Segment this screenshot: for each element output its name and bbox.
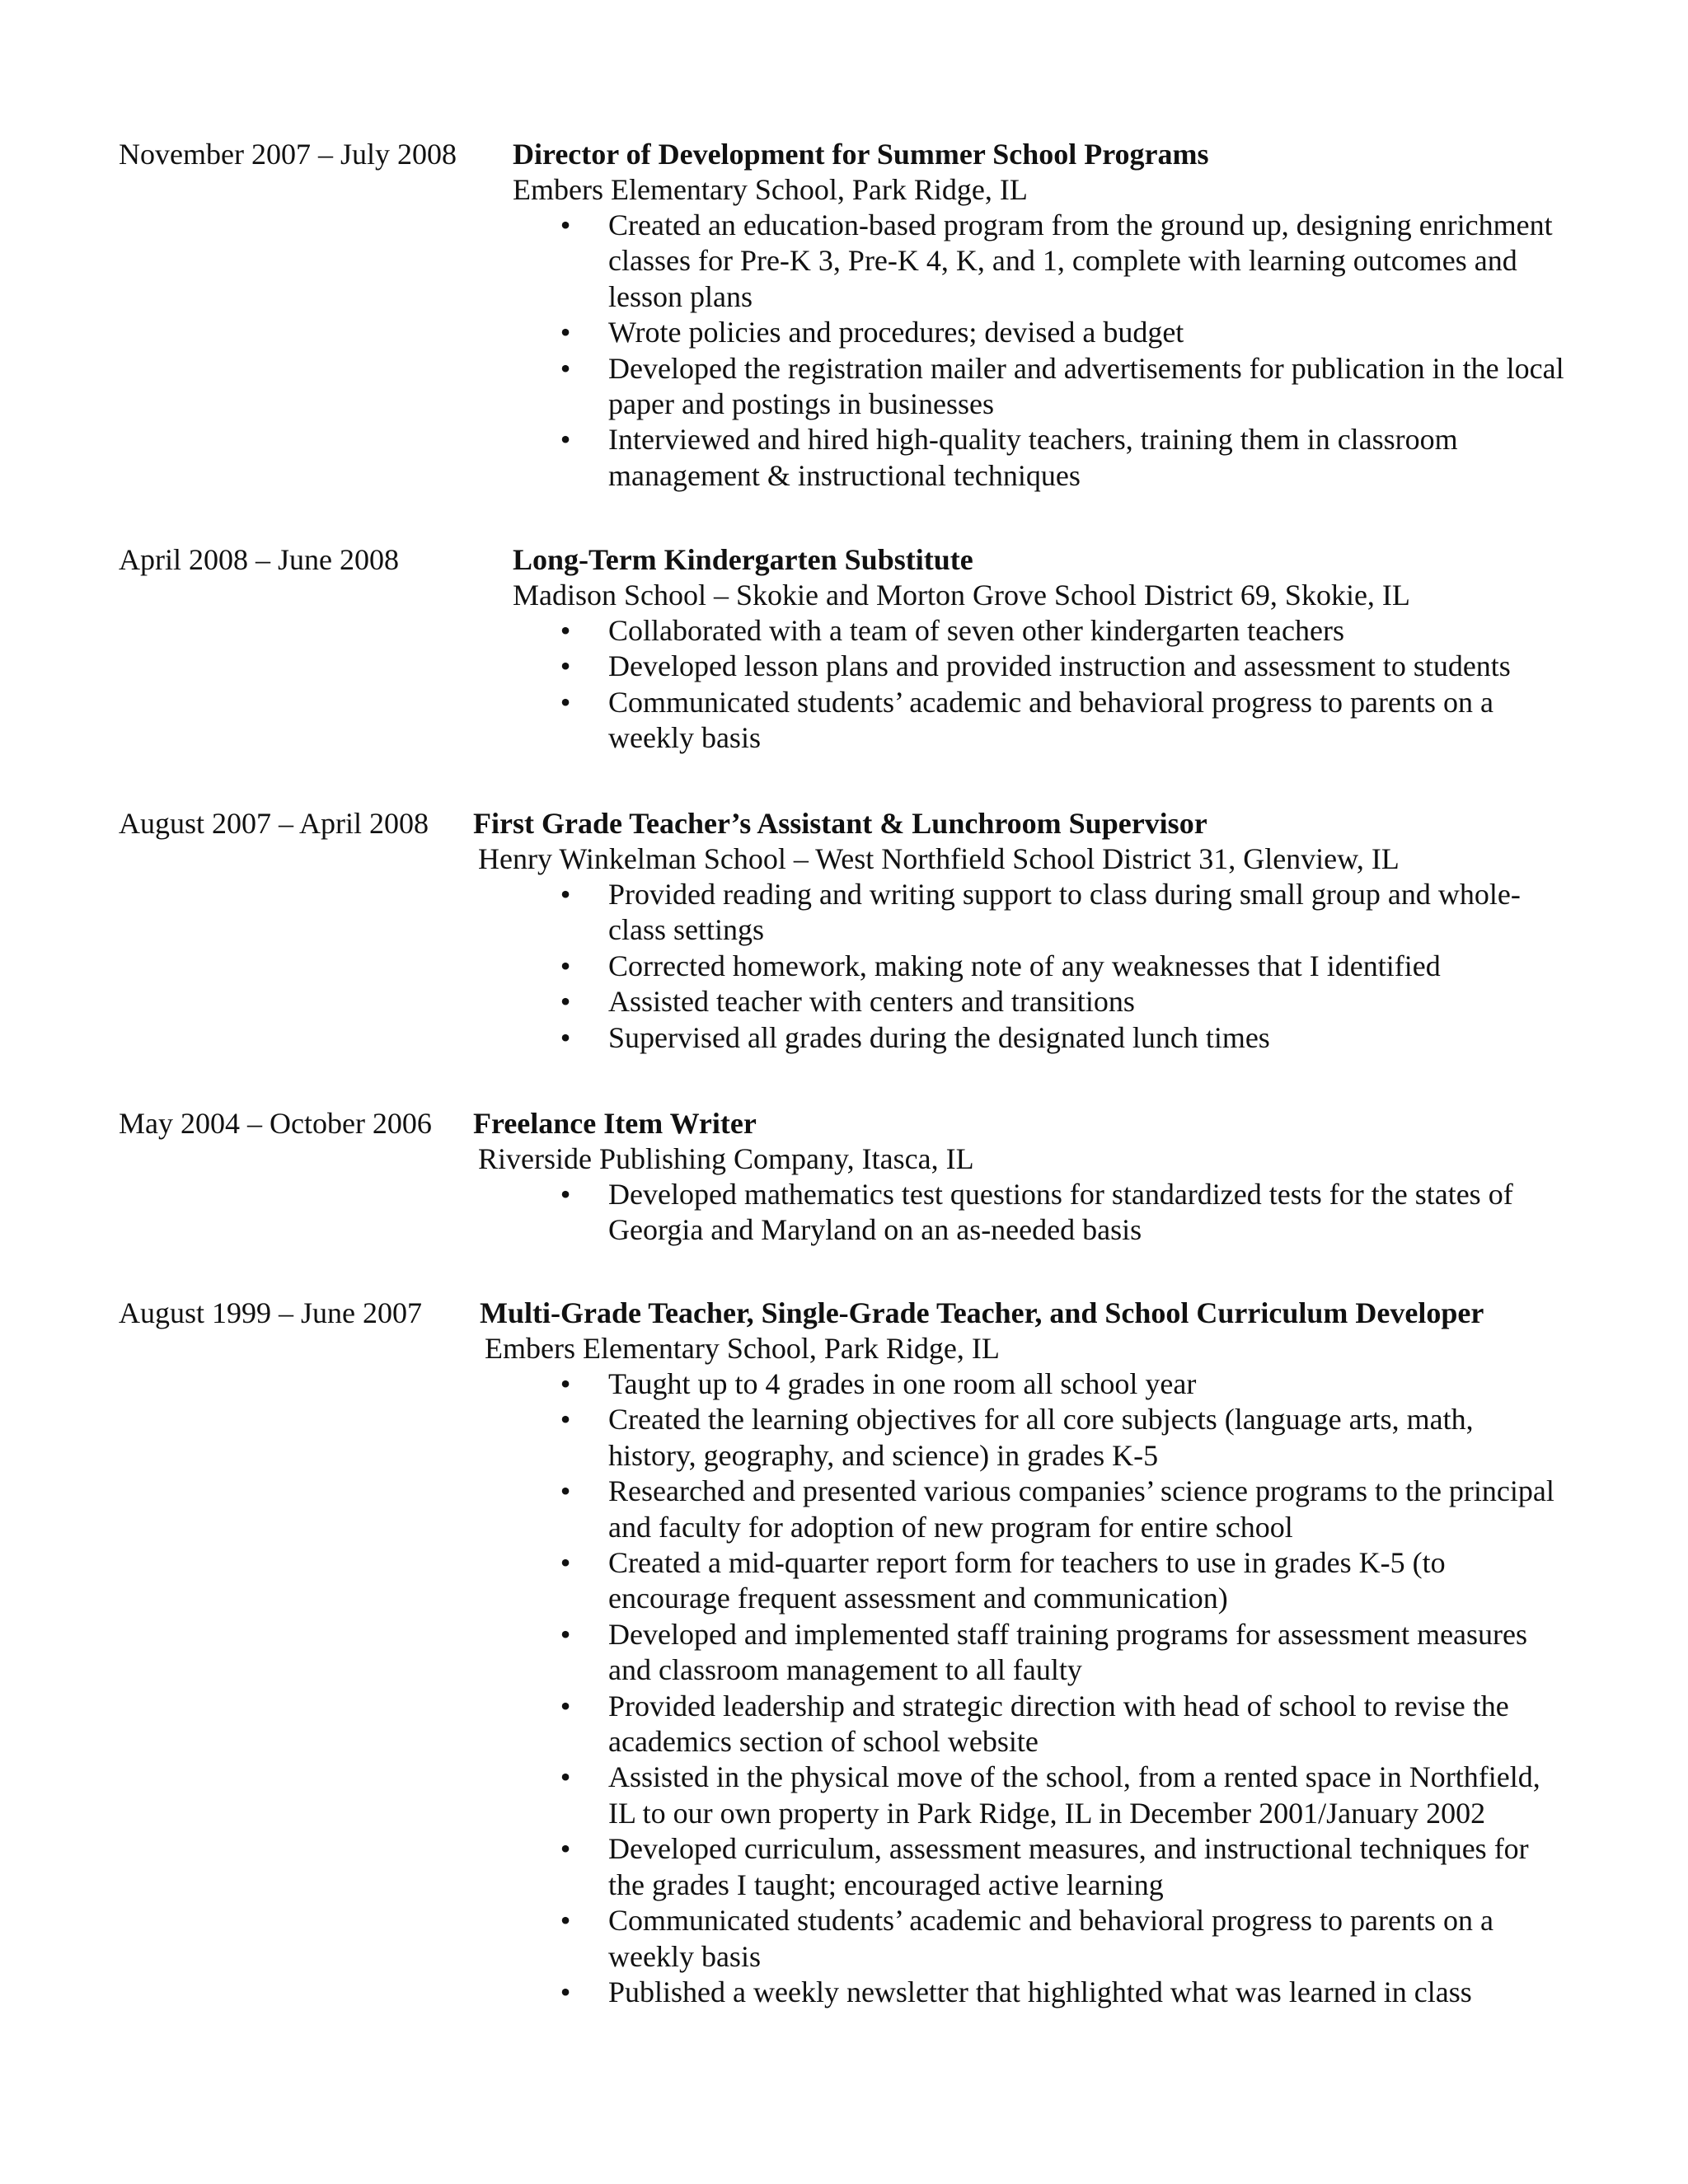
bullet-icon: • xyxy=(560,1367,571,1400)
entry-date: August 1999 – June 2007 xyxy=(119,1296,422,1329)
entry-date: May 2004 – October 2006 xyxy=(119,1107,432,1140)
list-item xyxy=(560,1545,1564,1617)
bullet-icon: • xyxy=(560,1760,571,1794)
bullet-icon: • xyxy=(560,1403,571,1436)
employer: Embers Elementary School, Park Ridge, IL xyxy=(513,173,1028,206)
duty-text: Wrote policies and procedures; devised a budget xyxy=(608,316,1184,349)
job-title: Director of Development for Summer School Programs xyxy=(513,138,1209,171)
duty-text: Developed the registration mailer and advertisements for publication in the local paper and postings in businesses xyxy=(608,351,1564,421)
duty-text: Developed and implemented staff training programs for assessment measures and classroom management to all faulty xyxy=(608,1617,1528,1687)
bullet-icon: • xyxy=(560,985,571,1019)
bullet-icon: • xyxy=(560,1178,571,1211)
list-item xyxy=(560,984,1564,1019)
list-item xyxy=(560,1617,1564,1689)
duties-list xyxy=(560,1366,1564,2010)
bullet-icon: • xyxy=(560,1904,571,1938)
bullet-icon: • xyxy=(560,649,571,683)
list-item xyxy=(560,1831,1564,1903)
entry-date: April 2008 – June 2008 xyxy=(119,543,399,576)
duty-text: Created a mid-quarter report form for teachers to use in grades K-5 (to encourage frequent assessment and communication) xyxy=(608,1546,1446,1615)
duty-text: Corrected homework, making note of any weaknesses that I identified xyxy=(608,949,1441,982)
employer: Riverside Publishing Company, Itasca, IL xyxy=(478,1142,974,1175)
entry-date: August 2007 – April 2008 xyxy=(119,807,429,840)
bullet-icon: • xyxy=(560,1617,571,1651)
bullet-icon: • xyxy=(560,1020,571,1054)
entry-date: November 2007 – July 2008 xyxy=(119,138,457,171)
list-item xyxy=(560,1760,1564,1831)
duty-text: Assisted in the physical move of the school, from a rented space in Northfield, IL to our own property in Park Ridge, IL in December 2001/January 2002 xyxy=(608,1760,1540,1830)
list-item xyxy=(560,649,1564,684)
duty-text: Communicated students’ academic and behavioral progress to parents on a weekly basis xyxy=(608,1904,1493,1973)
bullet-icon: • xyxy=(560,685,571,719)
duty-text: Developed mathematics test questions for standardized tests for the states of Georgia and Maryland on an as-needed basis xyxy=(608,1178,1513,1247)
job-title: Multi-Grade Teacher, Single-Grade Teacher, and School Curriculum Developer xyxy=(480,1296,1484,1329)
duty-text: Supervised all grades during the designated lunch times xyxy=(608,1020,1270,1054)
list-item xyxy=(560,685,1564,757)
list-item xyxy=(560,1975,1564,2010)
duty-text: Communicated students’ academic and behavioral progress to parents on a weekly basis xyxy=(608,685,1493,755)
bullet-icon: • xyxy=(560,1975,571,2008)
duties-list xyxy=(560,1177,1564,1249)
employer: Madison School – Skokie and Morton Grove School District 69, Skokie, IL xyxy=(513,579,1410,612)
list-item xyxy=(560,1689,1564,1760)
duty-text: Assisted teacher with centers and transitions xyxy=(608,985,1135,1019)
list-item xyxy=(560,208,1564,315)
duty-text: Published a weekly newsletter that highlighted what was learned in class xyxy=(608,1975,1472,2008)
duties-list xyxy=(560,208,1564,494)
list-item xyxy=(560,1402,1564,1474)
list-item xyxy=(560,949,1564,984)
list-item xyxy=(560,1474,1564,1545)
bullet-icon: • xyxy=(560,878,571,911)
list-item xyxy=(560,613,1564,649)
list-item xyxy=(560,351,1564,423)
list-item xyxy=(560,1177,1564,1249)
duties-list xyxy=(560,613,1564,757)
bullet-icon: • xyxy=(560,614,571,647)
bullet-icon: • xyxy=(560,1546,571,1580)
job-title: Long-Term Kindergarten Substitute xyxy=(513,543,973,576)
list-item xyxy=(560,422,1564,494)
bullet-icon: • xyxy=(560,351,571,385)
job-title: Freelance Item Writer xyxy=(473,1107,757,1140)
bullet-icon: • xyxy=(560,1689,571,1722)
duty-text: Taught up to 4 grades in one room all school year xyxy=(608,1367,1197,1400)
job-title: First Grade Teacher’s Assistant & Lunchroom Supervisor xyxy=(473,807,1207,840)
duty-text: Provided leadership and strategic direction with head of school to revise the academics section of school website xyxy=(608,1689,1509,1759)
bullet-icon: • xyxy=(560,1474,571,1508)
bullet-icon: • xyxy=(560,316,571,349)
bullet-icon: • xyxy=(560,949,571,982)
list-item xyxy=(560,1366,1564,1402)
duty-text: Provided reading and writing support to class during small group and whole-class settings xyxy=(608,878,1521,947)
list-item xyxy=(560,877,1564,949)
duty-text: Created an education-based program from the ground up, designing enrichment classes for Pre-K 3, Pre-K 4, K, and 1, complete with learning outcomes and lesson plans xyxy=(608,209,1553,313)
duty-text: Created the learning objectives for all core subjects (language arts, math, history, geography, and science) in grades K-5 xyxy=(608,1403,1474,1472)
duty-text: Developed lesson plans and provided instruction and assessment to students xyxy=(608,649,1511,683)
bullet-icon: • xyxy=(560,1832,571,1866)
employer: Embers Elementary School, Park Ridge, IL xyxy=(485,1332,1000,1365)
list-item xyxy=(560,1903,1564,1975)
duty-text: Interviewed and hired high-quality teachers, training them in classroom management & instructional techniques xyxy=(608,423,1458,492)
employer: Henry Winkelman School – West Northfield School District 31, Glenview, IL xyxy=(478,842,1400,875)
bullet-icon: • xyxy=(560,423,571,457)
duty-text: Collaborated with a team of seven other kindergarten teachers xyxy=(608,614,1344,647)
duties-list xyxy=(560,877,1564,1056)
list-item xyxy=(560,1020,1564,1056)
duty-text: Developed curriculum, assessment measures, and instructional techniques for the grades I taught; encouraged active learning xyxy=(608,1832,1529,1901)
list-item xyxy=(560,315,1564,350)
bullet-icon: • xyxy=(560,209,571,241)
duty-text: Researched and presented various companies’ science programs to the principal and faculty for adoption of new program for entire school xyxy=(608,1474,1554,1544)
